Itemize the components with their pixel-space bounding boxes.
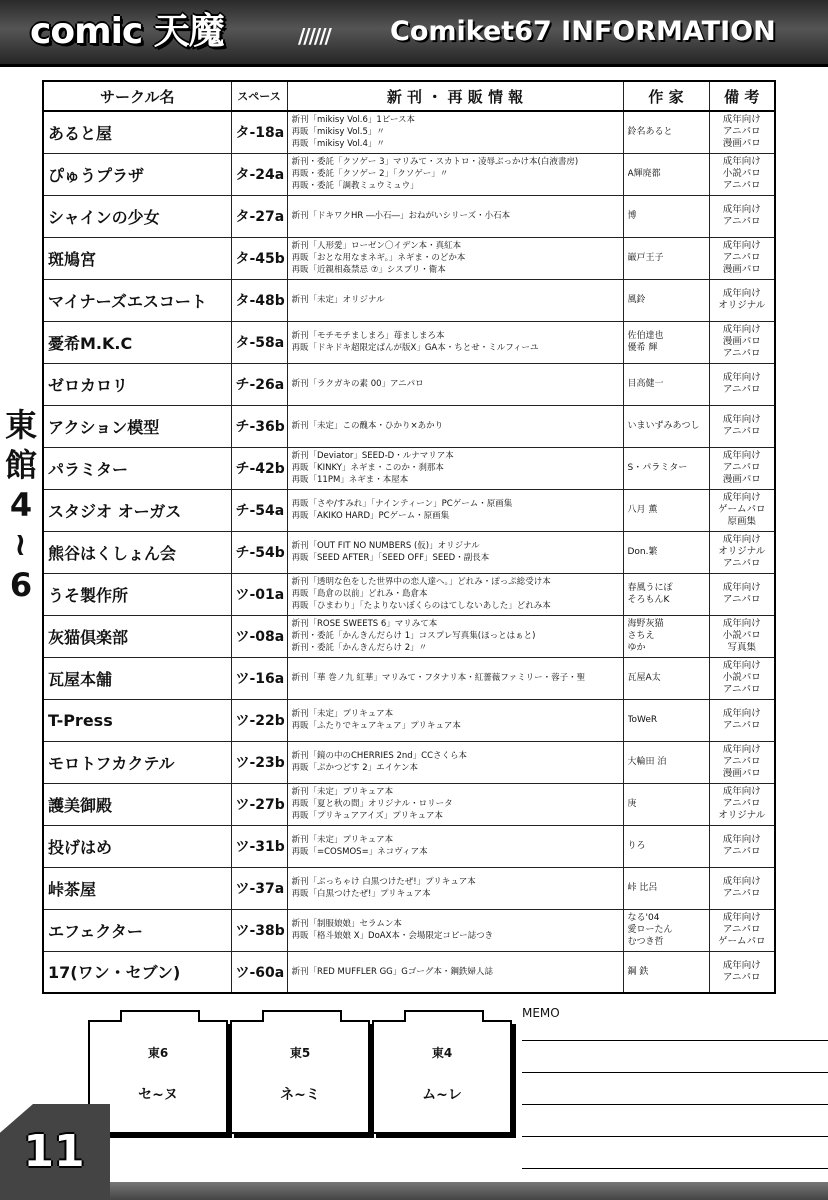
circle-name: マイナーズエスコート xyxy=(43,279,231,321)
release-info-line: 再販「AKIKO HARD」PCゲーム・原画集 xyxy=(291,511,450,521)
author-name: 愛ローたん xyxy=(627,925,673,935)
release-info-line: 再販「白黒つけたぜ!」プリキュア本 xyxy=(291,889,431,899)
release-info-line: 新刊「未定」この醜本・ひかり×あかり xyxy=(291,421,444,431)
table-row xyxy=(43,111,775,153)
release-info-line: 再販「プリキュアアイズ」プリキュア本 xyxy=(291,811,443,821)
release-info-line: 再販・委託「調教ミュウミュウ」 xyxy=(291,181,419,191)
note-tag: 成年向け xyxy=(722,660,761,671)
release-info xyxy=(287,153,623,195)
note-tag: 成年向け xyxy=(722,324,761,335)
note-tag: アニパロ xyxy=(722,846,761,857)
author-name: A輝廃都 xyxy=(627,169,661,179)
magazine-logo: comic 天魔 xyxy=(30,11,224,52)
space-number: ツ-31b xyxy=(231,825,287,867)
note-tag: アニパロ xyxy=(722,558,761,569)
hall-label-char: ~ xyxy=(2,531,40,559)
author-names xyxy=(623,237,709,279)
release-info-line: 新刊「ROSE SWEETS 6」マリみて本 xyxy=(291,619,438,629)
release-info-line: 再販「近親相姦禁忌 ⑦」シスプリ・衛本 xyxy=(291,265,446,275)
circle-name: あると屋 xyxy=(43,111,231,153)
hall-block xyxy=(372,1020,512,1134)
note-tag: 成年向け xyxy=(722,288,761,299)
author-name: 目高健一 xyxy=(627,379,664,389)
note-tag: 写真集 xyxy=(727,642,756,653)
author-names xyxy=(623,195,709,237)
circle-name: 斑鳩宮 xyxy=(43,237,231,279)
note-tag: 成年向け xyxy=(722,744,761,755)
release-info-line: 新刊「鏡の中のCHERRIES 2nd」CCさくら本 xyxy=(291,751,468,761)
table-row xyxy=(43,951,775,993)
table-row xyxy=(43,573,775,615)
table-row xyxy=(43,153,775,195)
hall-block-tab xyxy=(120,1010,200,1022)
note-tag: 成年向け xyxy=(722,534,761,545)
release-info-line: 新刊・委託「かんきんだらけ 2」〃 xyxy=(291,643,428,653)
author-name: 春風うにぽ xyxy=(627,583,673,593)
circle-name: 17(ワン・セブン) xyxy=(43,951,231,993)
release-info-line: 再販「ひまわり」「たよりないぼくらのはてしないあした」どれみ本 xyxy=(291,601,551,611)
release-info xyxy=(287,909,623,951)
release-info xyxy=(287,867,623,909)
note-tag: 成年向け xyxy=(722,876,761,887)
note-tag: アニパロ xyxy=(722,348,761,359)
memo-line xyxy=(522,1072,828,1073)
note-tag: 成年向け xyxy=(722,492,761,503)
note-tag: 成年向け xyxy=(722,582,761,593)
circle-name: スタジオ オーガス xyxy=(43,489,231,531)
author-name: 峠 比呂 xyxy=(627,883,658,893)
table-body xyxy=(43,111,775,993)
space-number: チ-54b xyxy=(231,531,287,573)
note-tag: アニパロ xyxy=(722,888,761,899)
release-info xyxy=(287,951,623,993)
notes xyxy=(709,237,775,279)
release-info-line: 再販「SEED AFTER」「SEED OFF」SEED・副長本 xyxy=(291,553,490,563)
space-number: タ-48b xyxy=(231,279,287,321)
release-info-line: 再販「格斗娘娘 X」DoAX本・会場限定コピー誌つき xyxy=(291,931,494,941)
table-row xyxy=(43,321,775,363)
space-number: ツ-22b xyxy=(231,699,287,741)
note-tag: アニパロ xyxy=(722,462,761,473)
space-number: タ-45b xyxy=(231,237,287,279)
note-tag: 成年向け xyxy=(722,786,761,797)
space-number: タ-18a xyxy=(231,111,287,153)
author-name: Don.繁 xyxy=(627,547,658,557)
hall-label-char: 4 xyxy=(9,486,33,524)
author-name: 八月 薫 xyxy=(627,505,658,515)
release-info xyxy=(287,111,623,153)
author-name: 大輪田 泊 xyxy=(627,757,667,767)
author-names xyxy=(623,573,709,615)
release-info-line: 再販「ふたりでキュアキュア」プリキュア本 xyxy=(291,721,461,731)
header-slashes: ////// xyxy=(298,24,330,48)
release-info xyxy=(287,615,623,657)
column-header-info: 新 刊 ・ 再 販 情 報 xyxy=(287,81,623,111)
author-name: りろ xyxy=(627,841,646,851)
hall-label-char: 東 xyxy=(4,406,37,444)
column-header-notes: 備 考 xyxy=(709,81,775,111)
release-info-line: 再販・委託「クソゲー 2」「クソゲー」〃 xyxy=(291,169,449,179)
hall-name: 東5 xyxy=(289,1046,311,1060)
circle-name: モロトフカクテル xyxy=(43,741,231,783)
release-info-line: 新刊「mikisy Vol.6」1ピース本 xyxy=(291,115,416,126)
hall-range: ネ~ミ xyxy=(280,1087,320,1103)
release-info xyxy=(287,237,623,279)
release-info-line: 新刊・委託「かんきんだらけ 1」コスプレ写真集(ほっとはぁと) xyxy=(291,631,536,641)
note-tag: 漫画パロ xyxy=(722,474,761,485)
author-name: 鋼 鉄 xyxy=(627,966,649,977)
notes xyxy=(709,825,775,867)
circle-name: シャインの少女 xyxy=(43,195,231,237)
release-info-line: 再販「KINKY」ネギま・このか・刹那本 xyxy=(291,463,444,473)
notes xyxy=(709,153,775,195)
note-tag: アニパロ xyxy=(722,720,761,731)
release-info-line: 再販「mikisy Vol.4」〃 xyxy=(291,139,385,150)
note-tag: 原画集 xyxy=(727,516,756,527)
note-tag: 漫画パロ xyxy=(722,138,761,150)
author-names xyxy=(623,447,709,489)
notes xyxy=(709,405,775,447)
release-info xyxy=(287,531,623,573)
note-tag: 漫画パロ xyxy=(722,336,761,347)
space-number: ツ-16a xyxy=(231,657,287,699)
notes xyxy=(709,111,775,153)
header-title: Comiket67 INFORMATION xyxy=(390,16,776,47)
author-names xyxy=(623,153,709,195)
author-name: さちえ xyxy=(627,631,655,641)
author-name: いまいずみあつし xyxy=(627,421,700,431)
circle-name: ゼロカロリ xyxy=(43,363,231,405)
table-row xyxy=(43,363,775,405)
notes xyxy=(709,321,775,363)
note-tag: 成年向け xyxy=(722,912,761,923)
space-number: チ-54a xyxy=(231,489,287,531)
space-number: タ-58a xyxy=(231,321,287,363)
release-info-line: 新刊「透明な色をした世界中の恋人達へ。」どれみ・ぽっぷ総受け本 xyxy=(291,577,551,587)
table-row xyxy=(43,447,775,489)
notes xyxy=(709,447,775,489)
circle-name: 投げはめ xyxy=(43,825,231,867)
release-info-line: 再販「mikisy Vol.5」〃 xyxy=(291,127,385,138)
note-tag: オリジナル xyxy=(718,546,766,557)
note-tag: 小説パロ xyxy=(722,168,761,179)
note-tag: アニパロ xyxy=(722,756,761,767)
circle-name: 憂希M.K.C xyxy=(43,321,231,363)
space-number: チ-36b xyxy=(231,405,287,447)
release-info-line: 再販「=COSMOS=」ネコヴィア本 xyxy=(291,847,428,857)
note-tag: 成年向け xyxy=(722,114,761,126)
release-info-line: 再販「ぷかつどす 2」エイケン本 xyxy=(291,763,419,773)
memo-line xyxy=(522,1104,828,1105)
hall-range: ム~レ xyxy=(422,1087,462,1103)
space-number: ツ-38b xyxy=(231,909,287,951)
space-number: タ-27a xyxy=(231,195,287,237)
release-info-line: 再販「島倉の以前」どれみ・島倉本 xyxy=(291,589,428,599)
note-tag: アニパロ xyxy=(722,798,761,809)
memo-line xyxy=(522,1136,828,1137)
release-info-line: 新刊「人形愛」ローゼン〇イデン本・真紅本 xyxy=(291,241,462,251)
notes xyxy=(709,657,775,699)
author-name: むつき哲 xyxy=(627,937,664,947)
release-info xyxy=(287,699,623,741)
table-row xyxy=(43,825,775,867)
release-info-line: 新刊「未定」プリキュア本 xyxy=(291,835,394,845)
note-tag: 成年向け xyxy=(722,618,761,629)
release-info-line: 新刊「ドキワクHR ―小石―」おねがいシリーズ・小石本 xyxy=(291,211,511,221)
note-tag: 成年向け xyxy=(722,414,761,425)
circle-name: うそ製作所 xyxy=(43,573,231,615)
table-header-row xyxy=(43,81,775,111)
space-number: ツ-37a xyxy=(231,867,287,909)
note-tag: アニパロ xyxy=(722,684,761,695)
space-number: タ-24a xyxy=(231,153,287,195)
circle-name: アクション模型 xyxy=(43,405,231,447)
note-tag: アニパロ xyxy=(722,126,761,138)
notes xyxy=(709,531,775,573)
release-info-line: 再販「おとな用なまネギ。」ネギま・のどか本 xyxy=(291,253,466,263)
space-number: ツ-08a xyxy=(231,615,287,657)
note-tag: アニパロ xyxy=(722,216,761,227)
author-name: ToWeR xyxy=(627,715,658,725)
hall-block-tab xyxy=(262,1010,342,1022)
note-tag: アニパロ xyxy=(722,971,761,983)
release-info-line: 新刊「華 巻ノ九 紅華」マリみて・フタナリ本・紅薔薇ファミリー・蓉子・聖 xyxy=(291,673,586,683)
note-tag: 漫画パロ xyxy=(722,768,761,779)
release-info xyxy=(287,825,623,867)
circle-name: 護美御殿 xyxy=(43,783,231,825)
note-tag: 小説パロ xyxy=(722,672,761,683)
circle-info-table xyxy=(42,80,776,994)
note-tag: ゲームパロ xyxy=(717,504,766,515)
page-number: 11 xyxy=(23,1126,85,1177)
memo-line xyxy=(522,1040,828,1041)
notes xyxy=(709,573,775,615)
note-tag: 成年向け xyxy=(722,240,761,251)
note-tag: アニパロ xyxy=(722,924,761,935)
notes xyxy=(709,489,775,531)
author-name: 瓦屋A太 xyxy=(627,673,661,683)
table-row xyxy=(43,783,775,825)
space-number: ツ-23b xyxy=(231,741,287,783)
author-name: そろもんK xyxy=(627,595,670,605)
author-names xyxy=(623,321,709,363)
release-info-line: 新刊「Deviator」SEED-D・ルナマリア本 xyxy=(291,451,454,461)
release-info xyxy=(287,195,623,237)
memo-line xyxy=(522,1168,828,1169)
author-names xyxy=(623,741,709,783)
notes xyxy=(709,279,775,321)
author-names xyxy=(623,279,709,321)
table-row xyxy=(43,405,775,447)
hall-range: セ~ヌ xyxy=(138,1087,178,1103)
circle-name: 熊谷はくしょん会 xyxy=(43,531,231,573)
table-row xyxy=(43,909,775,951)
notes xyxy=(709,909,775,951)
note-tag: アニパロ xyxy=(722,252,761,263)
author-names xyxy=(623,111,709,153)
release-info xyxy=(287,363,623,405)
notes xyxy=(709,615,775,657)
table-row xyxy=(43,867,775,909)
release-info xyxy=(287,279,623,321)
release-info-line: 新刊「未定」オリジナル xyxy=(291,295,385,305)
memo-label: MEMO xyxy=(522,1006,560,1020)
release-info-line: 再販「11PM」ネギま・本屋本 xyxy=(291,475,409,485)
notes xyxy=(709,951,775,993)
table-row xyxy=(43,279,775,321)
circle-name: 峠茶屋 xyxy=(43,867,231,909)
footer-band xyxy=(0,1182,828,1200)
author-names xyxy=(623,489,709,531)
author-names xyxy=(623,657,709,699)
notes xyxy=(709,699,775,741)
release-info-line: 新刊「未定」プリキュア本 xyxy=(291,709,394,719)
author-name: S・パラミター xyxy=(627,463,688,473)
author-names xyxy=(623,405,709,447)
circle-name: パラミター xyxy=(43,447,231,489)
hall-label-char: 館 xyxy=(4,446,37,484)
circle-name: 瓦屋本舗 xyxy=(43,657,231,699)
note-tag: 小説パロ xyxy=(722,630,761,641)
author-name: 博 xyxy=(627,211,637,221)
release-info xyxy=(287,573,623,615)
space-number: チ-26a xyxy=(231,363,287,405)
table-row xyxy=(43,699,775,741)
author-name: 巌戸王子 xyxy=(627,253,664,263)
release-info xyxy=(287,657,623,699)
author-names xyxy=(623,783,709,825)
author-name: 庚 xyxy=(627,799,637,809)
hall-name: 東6 xyxy=(147,1046,169,1060)
notes xyxy=(709,195,775,237)
release-info-line: 新刊「制服娘娘」セラムン本 xyxy=(291,919,402,929)
author-name: 海野灰猫 xyxy=(627,619,664,629)
table-row xyxy=(43,489,775,531)
release-info-line: 再販「夏と秋の間」オリジナル・ロリータ xyxy=(291,799,453,809)
table-row xyxy=(43,657,775,699)
note-tag: 成年向け xyxy=(722,834,761,845)
author-names xyxy=(623,825,709,867)
table-row xyxy=(43,741,775,783)
circle-name: T-Press xyxy=(43,699,231,741)
note-tag: 成年向け xyxy=(722,959,761,971)
circle-name: 灰猫倶楽部 xyxy=(43,615,231,657)
author-names xyxy=(623,363,709,405)
release-info xyxy=(287,783,623,825)
author-names xyxy=(623,531,709,573)
author-name: 鈴名あると xyxy=(627,127,673,138)
author-names xyxy=(623,909,709,951)
note-tag: アニパロ xyxy=(722,384,761,395)
space-number: ツ-01a xyxy=(231,573,287,615)
author-names xyxy=(623,867,709,909)
author-name: 佐伯達也 xyxy=(627,331,664,341)
author-name: ゆか xyxy=(627,643,646,653)
release-info xyxy=(287,489,623,531)
release-info xyxy=(287,321,623,363)
hall-map xyxy=(88,1008,508,1158)
note-tag: 成年向け xyxy=(722,450,761,461)
hall-name: 東4 xyxy=(431,1046,453,1060)
release-info-line: 新刊「OUT FIT NO NUMBERS (仮)」オリジナル xyxy=(291,541,480,551)
note-tag: アニパロ xyxy=(722,180,761,191)
table-row xyxy=(43,195,775,237)
release-info-line: 新刊・委託「クソゲー 3」マリみて・スカトロ・凌辱ぶっかけ本(白液書房) xyxy=(291,157,579,167)
note-tag: 成年向け xyxy=(722,708,761,719)
release-info-line: 新刊「未定」プリキュア本 xyxy=(291,787,394,797)
release-info xyxy=(287,405,623,447)
note-tag: 成年向け xyxy=(722,204,761,215)
note-tag: ゲームパロ xyxy=(717,936,766,947)
space-number: ツ-60a xyxy=(231,951,287,993)
release-info-line: 再販「ドキドキ超限定ぱんが版X」GA本・ちとせ・ミルフィーユ xyxy=(291,343,539,353)
note-tag: 漫画パロ xyxy=(722,264,761,275)
release-info-line: 再販「さや/すみれ」「ナインティーン」PCゲーム・原画集 xyxy=(291,499,513,509)
column-header-circle: サークル名 xyxy=(43,81,231,111)
column-header-author: 作 家 xyxy=(623,81,709,111)
author-names xyxy=(623,615,709,657)
space-number: ツ-27b xyxy=(231,783,287,825)
note-tag: 成年向け xyxy=(722,156,761,167)
notes xyxy=(709,783,775,825)
header-banner xyxy=(0,0,828,67)
release-info xyxy=(287,447,623,489)
column-header-space: スペース xyxy=(231,81,287,111)
table-row xyxy=(43,615,775,657)
note-tag: アニパロ xyxy=(722,426,761,437)
circle-name: エフェクター xyxy=(43,909,231,951)
release-info-line: 新刊「RED MUFFLER GG」Gゴーグ本・鋼鉄婦人誌 xyxy=(291,966,493,977)
author-name: なる'04 xyxy=(627,913,660,923)
author-name: 風鈴 xyxy=(627,295,646,305)
notes xyxy=(709,741,775,783)
circle-name: ぴゅうプラザ xyxy=(43,153,231,195)
release-info-line: 新刊「ラクガキの素 00」アニパロ xyxy=(291,379,424,389)
note-tag: アニパロ xyxy=(722,594,761,605)
notes xyxy=(709,363,775,405)
release-info-line: 新刊「ぶっちゃけ 白黒つけたぜ!」プリキュア本 xyxy=(291,877,476,887)
table-row xyxy=(43,531,775,573)
author-names xyxy=(623,699,709,741)
note-tag: オリジナル xyxy=(718,810,766,821)
release-info xyxy=(287,741,623,783)
table-row xyxy=(43,237,775,279)
notes xyxy=(709,867,775,909)
space-number: チ-42b xyxy=(231,447,287,489)
author-name: 優希 輝 xyxy=(627,343,658,353)
note-tag: オリジナル xyxy=(718,300,766,311)
note-tag: 成年向け xyxy=(722,372,761,383)
release-info-line: 新刊「モチモチましまろ」苺ましまろ本 xyxy=(291,331,445,341)
hall-label-char: 6 xyxy=(9,566,33,604)
author-names xyxy=(623,951,709,993)
hall-label xyxy=(0,405,42,605)
hall-block xyxy=(230,1020,370,1134)
hall-block-tab xyxy=(404,1010,484,1022)
